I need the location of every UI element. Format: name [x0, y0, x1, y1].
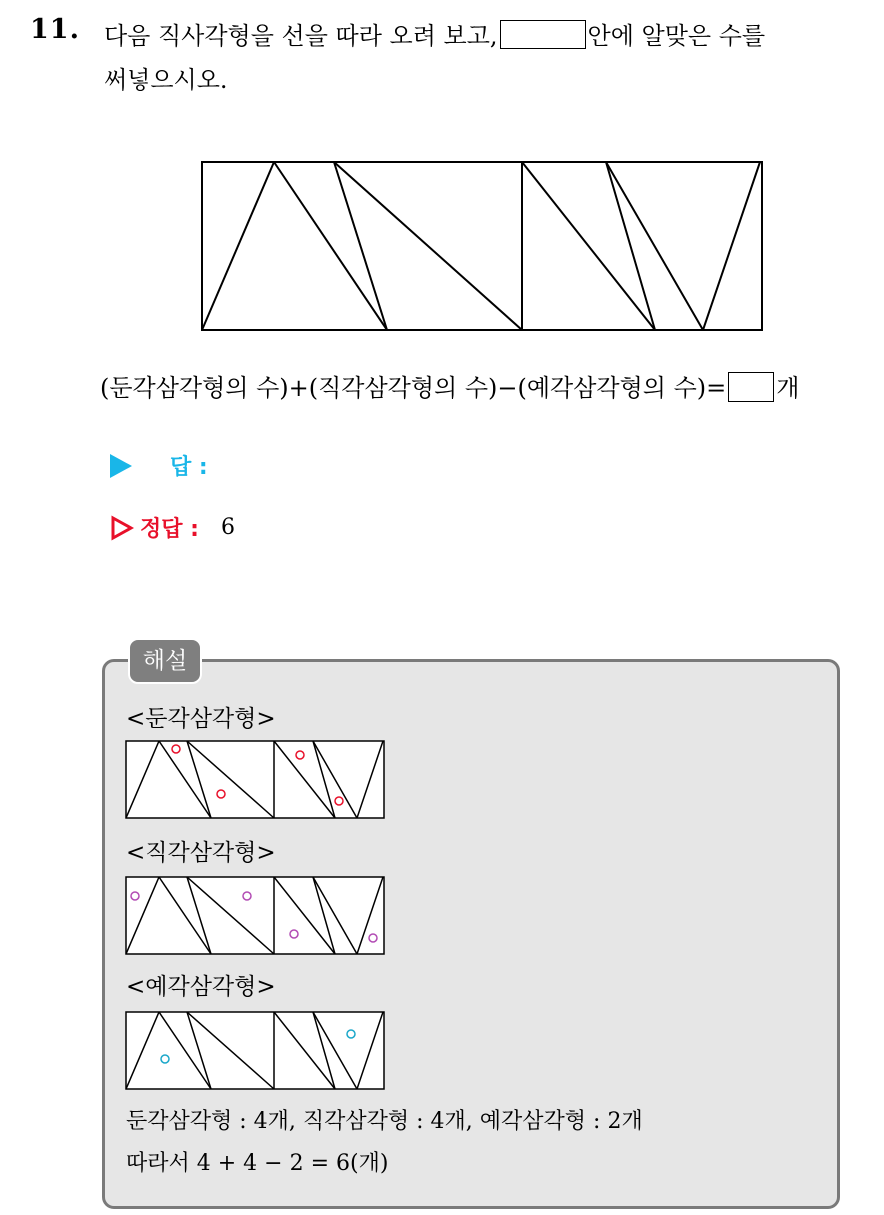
- right-heading: <직각삼각형>: [126, 840, 276, 866]
- outer-rectangle: [202, 162, 762, 330]
- right-mini-figure: [125, 876, 387, 956]
- equation-text: (둔각삼각형의 수)+(직각삼각형의 수)−(예각삼각형의 수)=: [100, 374, 727, 402]
- question-line2: 써넣으시오.: [104, 66, 228, 94]
- correct-answer-label: 정답 :: [140, 517, 199, 542]
- cut-line: [703, 162, 760, 330]
- correct-answer-value: 6: [220, 515, 235, 540]
- question-line1-after: 안에 알맞은 수를: [587, 22, 766, 50]
- cut-line: [606, 162, 655, 330]
- correct-answer-row: [110, 512, 235, 543]
- cut-line: [274, 162, 387, 330]
- equation-line: [100, 368, 799, 405]
- equation-unit: 개: [776, 374, 800, 402]
- cut-line: [202, 162, 274, 330]
- cut-line: [334, 162, 387, 330]
- cut-line: [522, 162, 655, 330]
- obtuse-mini-figure: [125, 740, 387, 820]
- acute-mini-figure: [125, 1011, 387, 1091]
- cut-line: [606, 162, 703, 330]
- question-text: [104, 14, 874, 102]
- rectangle-figure: [200, 160, 764, 334]
- obtuse-heading: <둔각삼각형>: [126, 706, 276, 732]
- answer-label: 답 :: [170, 455, 208, 480]
- answer-blank-box: [500, 20, 586, 49]
- cut-line: [334, 162, 522, 330]
- outline-arrow-icon: [110, 515, 134, 541]
- solution-final: 따라서 4 + 4 − 2 = 6(개): [126, 1151, 389, 1176]
- equation-blank-box: [728, 372, 774, 402]
- question-number: 11.: [30, 14, 80, 45]
- solution-summary: 둔각삼각형 : 4개, 직각삼각형 : 4개, 예각삼각형 : 2개: [126, 1109, 643, 1134]
- acute-heading: <예각삼각형>: [126, 974, 276, 1000]
- solution-tag: 해설: [128, 638, 202, 684]
- question-line1-before: 다음 직사각형을 선을 따라 오려 보고,: [104, 22, 498, 50]
- answer-row: [110, 450, 208, 481]
- play-arrow-icon: [110, 454, 132, 478]
